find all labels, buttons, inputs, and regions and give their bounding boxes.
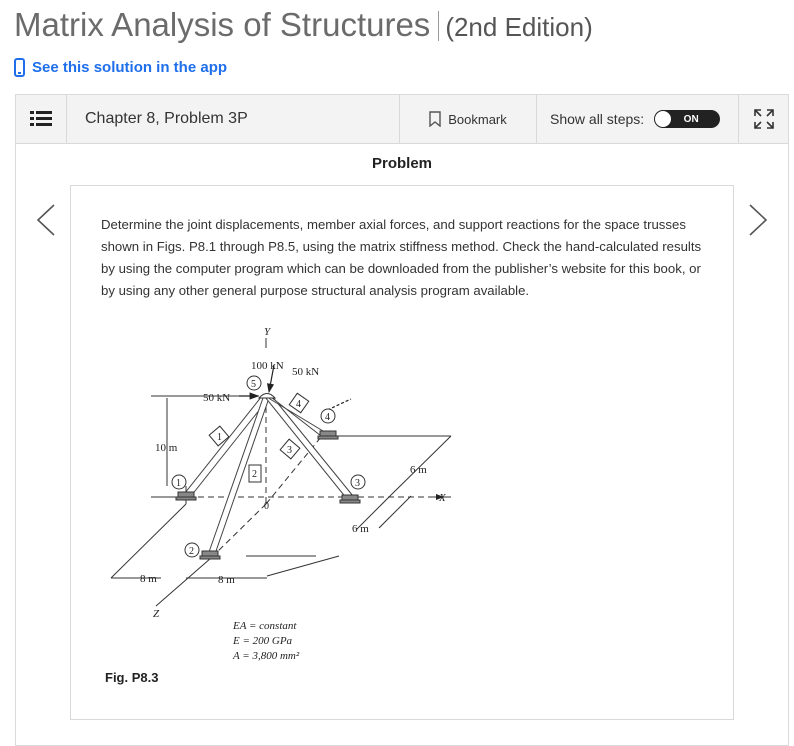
height-dimension: 10 m	[155, 442, 178, 454]
joint-4-label: 4	[325, 412, 330, 423]
table-of-contents-button[interactable]	[16, 95, 67, 143]
show-steps-toggle[interactable]	[654, 110, 720, 128]
book-edition: (2nd Edition)	[445, 12, 593, 42]
previous-arrow-icon[interactable]	[34, 203, 58, 237]
axis-z-label: Z	[153, 608, 160, 620]
phone-icon	[14, 58, 25, 77]
book-title-text: Matrix Analysis of Structures	[14, 6, 431, 43]
toggle-knob	[655, 111, 671, 127]
bookmark-icon	[429, 111, 441, 127]
load-down-label: 100 kN	[251, 360, 284, 372]
front-depth-dimension: 6 m	[352, 523, 369, 535]
bookmark-button[interactable]	[399, 95, 537, 143]
solution-toolbar	[16, 95, 788, 144]
property-a: A = 3,800 mm²	[233, 650, 300, 662]
member-3-label: 3	[287, 445, 292, 456]
property-ea: EA = constant	[233, 620, 297, 632]
member-4-label: 4	[296, 399, 301, 410]
problem-statement: Determine the joint displacements, member axial forces, and support reactions for the space trusses shown in Figs. P8.1 through P8.5, using the matrix stiffness method. Check the hand-calculated results by using the computer program which can be downloaded from the publisher’s website for this book, or by using any other general purpose structural analysis program available.	[101, 217, 702, 298]
next-arrow-icon[interactable]	[746, 203, 770, 237]
joint-1-label: 1	[176, 478, 181, 489]
member-2-label: 2	[252, 469, 257, 480]
book-title	[14, 6, 593, 44]
axis-y-label: Y	[264, 326, 271, 338]
joint-5-node	[259, 394, 275, 399]
property-e: E = 200 GPa	[233, 635, 293, 647]
show-all-steps	[550, 95, 720, 143]
dimension-lines	[111, 338, 451, 606]
left-span-dimension: 8 m	[140, 573, 157, 585]
axis-x-label: X	[439, 492, 446, 504]
toggle-state-label: ON	[683, 113, 699, 125]
origin-label: 0	[264, 501, 269, 512]
chapter-problem-label: Chapter 8, Problem 3P	[85, 110, 248, 127]
problem-content	[70, 185, 734, 720]
bookmark-label: Bookmark	[448, 111, 507, 127]
member-1-label: 1	[217, 432, 222, 443]
problem-heading: Problem	[371, 155, 432, 172]
joint-3-label: 3	[355, 478, 360, 489]
solution-panel	[15, 94, 789, 746]
supports	[176, 431, 360, 559]
see-in-app-link[interactable]	[14, 58, 227, 77]
truss-figure	[71, 186, 733, 719]
title-separator	[438, 11, 439, 41]
joint-markers	[172, 376, 365, 557]
joint-2-label: 2	[189, 546, 194, 557]
show-steps-label: Show all steps:	[550, 111, 645, 127]
list-icon	[30, 111, 52, 127]
right-depth-dimension: 6 m	[410, 464, 427, 476]
load-x-label: 50 kN	[203, 392, 231, 404]
app-link-label: See this solution in the app	[32, 59, 228, 76]
expand-button[interactable]	[738, 95, 789, 143]
joint-5-label: 5	[251, 379, 256, 390]
right-span-dimension: 8 m	[218, 574, 235, 586]
axis-lines	[188, 397, 436, 558]
load-y-label: 50 kN	[292, 366, 320, 378]
expand-icon	[753, 108, 775, 130]
figure-caption: Fig. P8.3	[105, 670, 159, 685]
